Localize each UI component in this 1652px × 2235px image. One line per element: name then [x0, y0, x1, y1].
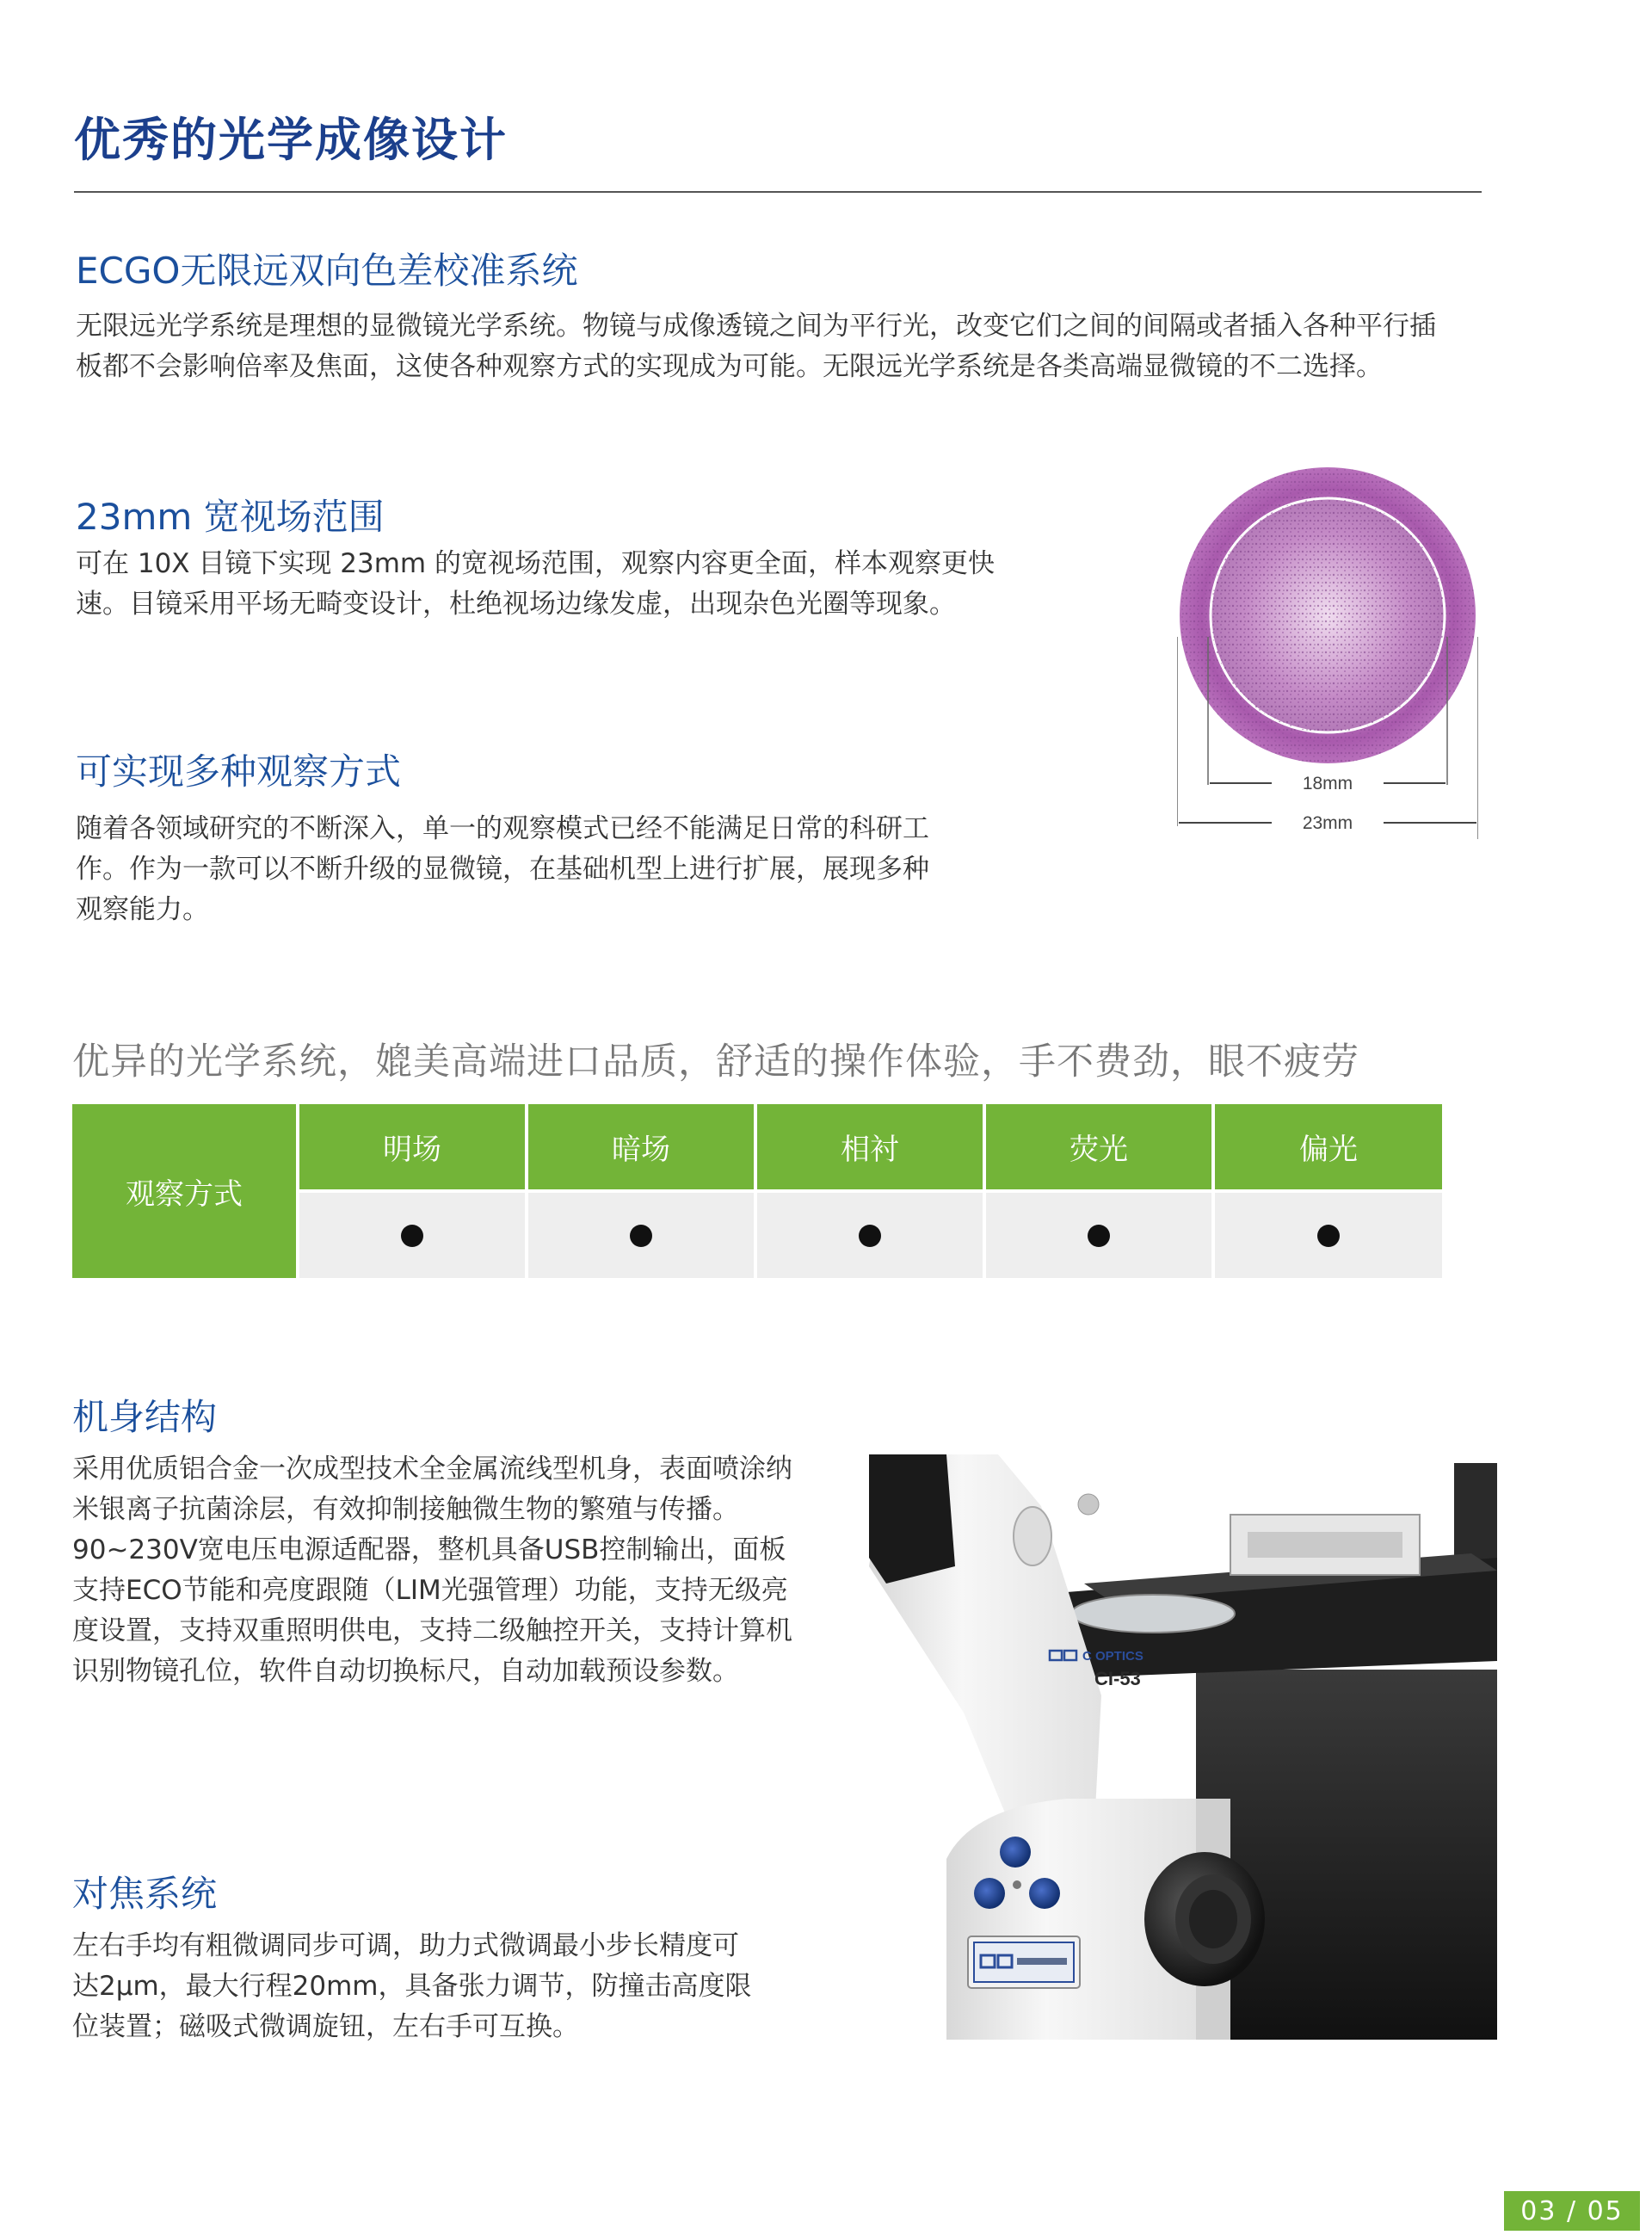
ecgo-heading: ECGO无限远双向色差校准系统 — [76, 250, 578, 292]
ecgo-line: 板都不会影响倍率及焦面，这使各种观察方式的实现成为可能。无限远光学系统是各类高端显微镜的不二选择。 — [76, 351, 1383, 382]
focus-line: 位装置；磁吸式微调旋钮，左右手可互换。 — [72, 2011, 579, 2042]
observation-line: 观察能力。 — [76, 894, 209, 925]
observation-line: 随着各领域研究的不断深入，单一的观察模式已经不能满足日常的科研工 — [76, 813, 929, 844]
supported-dot — [401, 1225, 423, 1247]
mode-support-cell — [528, 1193, 754, 1278]
focus-heading: 对焦系统 — [72, 1873, 218, 1915]
page-title: 优秀的光学成像设计 — [74, 113, 508, 167]
observation-heading: 可实现多种观察方式 — [76, 750, 402, 793]
mode-support-cell — [1215, 1193, 1442, 1278]
mode-header: 暗场 — [528, 1104, 754, 1189]
tissue-sample-image — [1177, 465, 1478, 843]
mode-header: 荧光 — [986, 1104, 1211, 1189]
control-button-icon — [1000, 1837, 1031, 1868]
mode-support-cell — [757, 1193, 983, 1278]
field-line: 可在 10X 目镜下实现 23mm 的宽视场范围，观察内容更全面，样本观察更快 — [76, 548, 995, 579]
inner-diameter-label: 18mm — [1302, 774, 1353, 793]
control-button-icon — [974, 1878, 1005, 1909]
ecgo-line: 无限远光学系统是理想的显微镜光学系统。物镜与成像透镜之间为平行光，改变它们之间的间隔或者插入各种平行插 — [76, 311, 1436, 342]
body-line: 度设置，支持双重照明供电，支持二级触控开关，支持计算机 — [72, 1615, 792, 1646]
microscope-model: CI-53 — [1094, 1668, 1141, 1689]
microscope-brand: C OPTICS — [1082, 1649, 1143, 1664]
mode-support-cell — [986, 1193, 1211, 1278]
outer-diameter-label: 23mm — [1302, 813, 1353, 833]
focus-line: 左右手均有粗微调同步可调，助力式微调最小步长精度可 — [72, 1930, 739, 1961]
microscope-image — [869, 1454, 1497, 2040]
page-number-badge: 03 / 05 — [1504, 2191, 1640, 2231]
focus-paragraph — [72, 1926, 847, 2047]
tagline: 优异的光学系统，媲美高端进口品质，舒适的操作体验，手不费劲，眼不疲劳 — [72, 1040, 1359, 1084]
body-line: 米银离子抗菌涂层，有效抑制接触微生物的繁殖与传播。 — [72, 1494, 739, 1525]
observation-paragraph — [76, 809, 1143, 930]
supported-dot — [1088, 1225, 1110, 1247]
ecgo-paragraph — [76, 306, 1495, 387]
observation-row-label: 观察方式 — [72, 1104, 296, 1278]
field-paragraph — [76, 544, 1143, 625]
body-line: 采用优质铝合金一次成型技术全金属流线型机身，表面喷涂纳 — [72, 1454, 792, 1485]
field-heading: 23mm 宽视场范围 — [76, 496, 385, 538]
supported-dot — [630, 1225, 652, 1247]
field-line: 速。目镜采用平场无畸变设计，杜绝视场边缘发虚，出现杂色光圈等现象。 — [76, 589, 956, 620]
body-line: 支持ECO节能和亮度跟随（LIM光强管理）功能，支持无级亮 — [72, 1575, 788, 1606]
mode-header: 相衬 — [757, 1104, 983, 1189]
body-heading: 机身结构 — [72, 1396, 218, 1438]
body-line: 90~230V宽电压电源适配器，整机具备USB控制输出，面板 — [72, 1534, 786, 1565]
body-line: 识别物镜孔位，软件自动切换标尺，自动加载预设参数。 — [72, 1656, 739, 1687]
control-button-icon — [1029, 1878, 1060, 1909]
mode-support-cell — [299, 1193, 525, 1278]
body-paragraph — [72, 1449, 847, 1692]
supported-dot — [1317, 1225, 1340, 1247]
microscope-illustration — [869, 1454, 1497, 2040]
tissue-sample-figure — [1177, 465, 1478, 843]
mode-header: 明场 — [299, 1104, 525, 1189]
title-divider — [74, 191, 1482, 193]
mode-header: 偏光 — [1215, 1104, 1442, 1189]
supported-dot — [859, 1225, 881, 1247]
focus-line: 达2μm，最大行程20mm，具备张力调节，防撞击高度限 — [72, 1971, 752, 2002]
observation-line: 作。作为一款可以不断升级的显微镜，在基础机型上进行扩展，展现多种 — [76, 854, 929, 885]
observation-table — [72, 1104, 1442, 1278]
